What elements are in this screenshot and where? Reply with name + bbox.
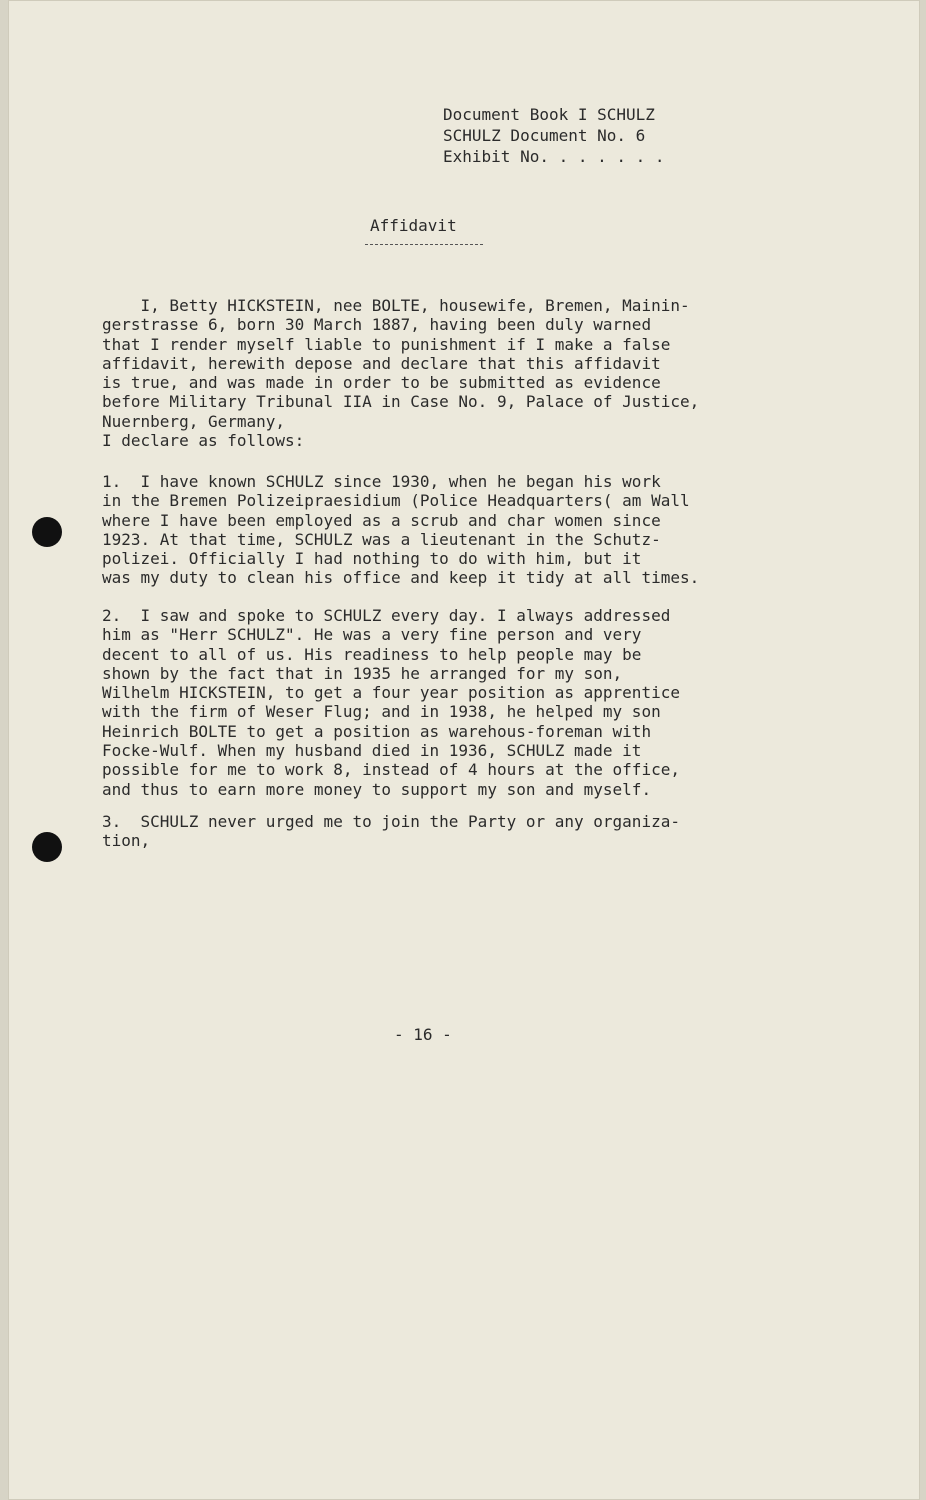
intro-paragraph xyxy=(102,296,814,450)
text-line: him as "Herr SCHULZ". He was a very fine person and very xyxy=(102,625,642,645)
text-line: Nuernberg, Germany, xyxy=(102,411,286,431)
text-line: Focke-Wulf. When my husband died in 1936, SCHULZ made it xyxy=(102,741,642,761)
title-underline xyxy=(365,244,483,246)
header-line: Exhibit No. . . . . . . xyxy=(443,147,665,166)
paragraph-1 xyxy=(102,472,814,588)
page-number: - 16 - xyxy=(394,1025,452,1044)
text-line: and thus to earn more money to support my son and myself. xyxy=(102,779,652,799)
text-line: 1. I have known SCHULZ since 1930, when he began his work xyxy=(102,472,661,491)
text-line: before Military Tribunal IIA in Case No. 9, Palace of Justice, xyxy=(102,392,700,412)
text-line: affidavit, herewith depose and declare that this affidavit xyxy=(102,353,661,373)
text-line: possible for me to work 8, instead of 4 hours at the office, xyxy=(102,760,680,780)
text-line: I declare as follows: xyxy=(102,431,305,451)
text-line: was my duty to clean his office and keep it tidy at all times. xyxy=(102,568,700,588)
text-line: with the firm of Weser Flug; and in 1938, he helped my son xyxy=(102,702,661,722)
text-line: 2. I saw and spoke to SCHULZ every day. I always addressed xyxy=(102,606,671,625)
affidavit-title: Affidavit xyxy=(370,216,457,235)
document-header xyxy=(443,104,665,167)
text-line: shown by the fact that in 1935 he arranged for my son, xyxy=(102,663,623,683)
text-line: decent to all of us. His readiness to help people may be xyxy=(102,644,642,664)
punch-hole xyxy=(32,517,62,547)
punch-hole xyxy=(32,832,62,862)
text-line: in the Bremen Polizeipraesidium (Police Headquarters( am Wall xyxy=(102,491,690,511)
text-line: polizei. Officially I had nothing to do with him, but it xyxy=(102,549,642,569)
text-line: where I have been employed as a scrub and char women since xyxy=(102,510,661,530)
header-line: Document Book I SCHULZ xyxy=(443,105,655,124)
text-line: I, Betty HICKSTEIN, nee BOLTE, housewife, Bremen, Mainin- xyxy=(102,296,690,315)
text-line: is true, and was made in order to be submitted as evidence xyxy=(102,373,661,393)
paragraph-3 xyxy=(102,812,814,851)
text-line: gerstrasse 6, born 30 March 1887, having been duly warned xyxy=(102,315,652,335)
text-line: 1923. At that time, SCHULZ was a lieutenant in the Schutz- xyxy=(102,529,661,549)
header-line: SCHULZ Document No. 6 xyxy=(443,126,646,145)
text-line: that I render myself liable to punishment if I make a false xyxy=(102,334,671,354)
text-line: Wilhelm HICKSTEIN, to get a four year position as apprentice xyxy=(102,683,680,703)
document-page xyxy=(8,0,920,1500)
text-line: tion, xyxy=(102,831,151,851)
text-line: 3. SCHULZ never urged me to join the Party or any organiza- xyxy=(102,812,680,831)
text-line: Heinrich BOLTE to get a position as warehous-foreman with xyxy=(102,721,652,741)
paragraph-2 xyxy=(102,606,814,799)
